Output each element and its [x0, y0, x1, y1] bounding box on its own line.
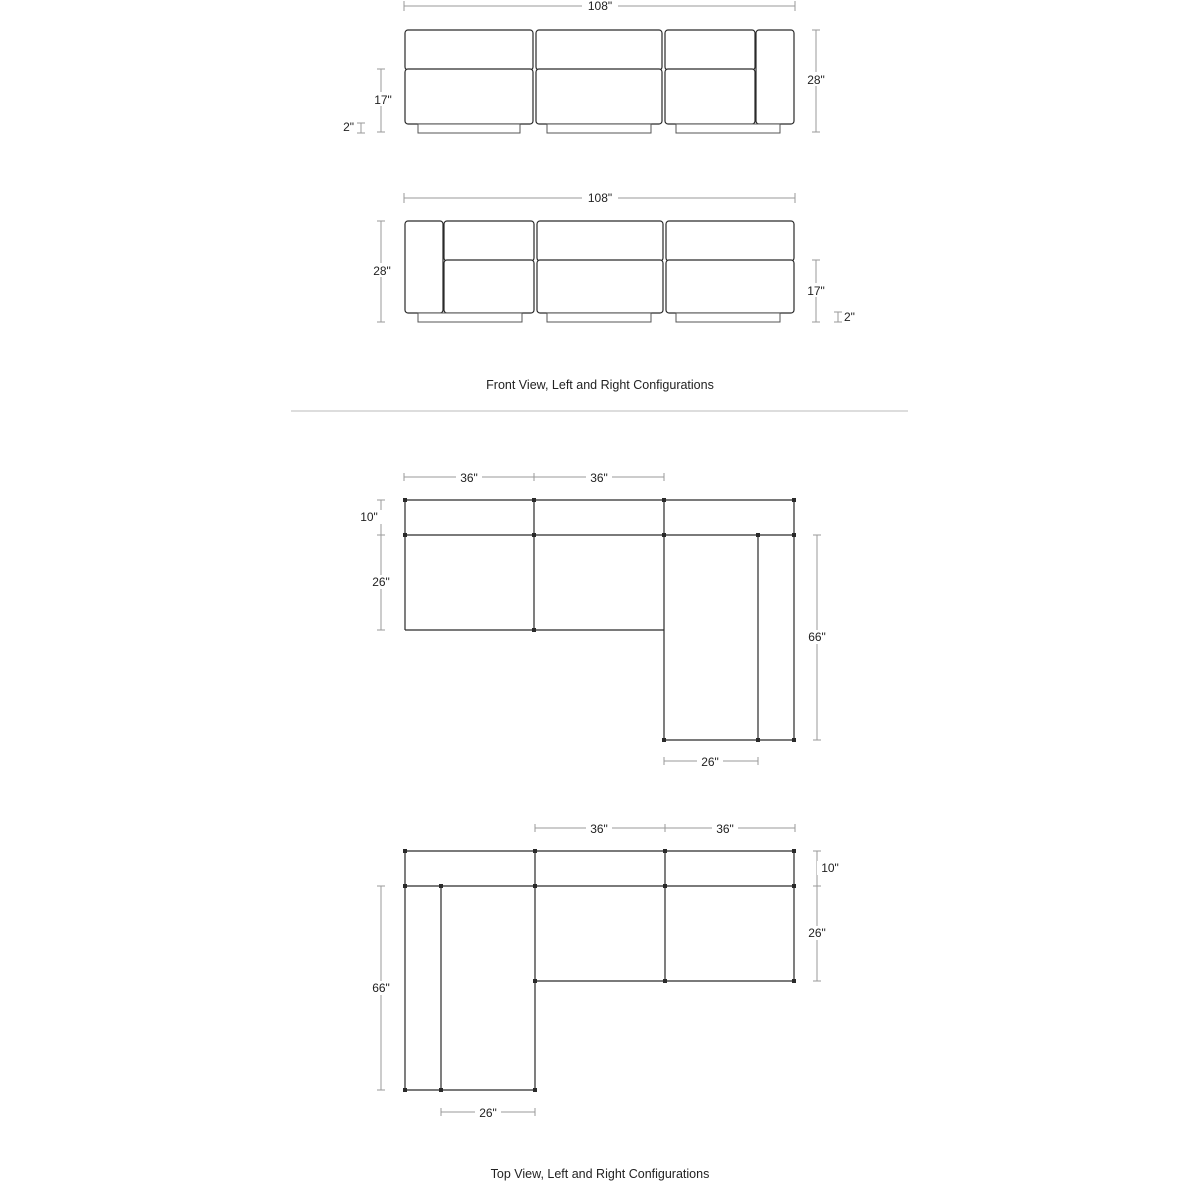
width-label: 108" [587, 0, 613, 13]
seat-cushion [665, 69, 755, 124]
joint-marker [533, 1088, 537, 1092]
base [676, 124, 780, 133]
leg-height-dimension [343, 120, 365, 134]
module-width-label: 36" [716, 822, 734, 836]
front-view-left-config [368, 190, 855, 324]
seat-depth-label: 26" [372, 575, 390, 589]
joint-marker [662, 533, 666, 537]
seat-cushion [536, 69, 662, 124]
back-depth-dimension [813, 851, 843, 886]
joint-marker [792, 738, 796, 742]
arm [756, 30, 794, 124]
back-cushion [666, 221, 794, 261]
joint-marker [756, 533, 760, 537]
base [547, 313, 651, 322]
arm [405, 221, 443, 313]
joint-marker [756, 738, 760, 742]
chaise-length-dimension [804, 535, 830, 740]
back-cushion [444, 221, 534, 261]
chaise-width-dimension [664, 754, 758, 769]
seat-cushion [537, 260, 663, 313]
chaise-length-dimension [368, 886, 394, 1090]
top-view-right-config [356, 470, 830, 769]
joint-marker [403, 849, 407, 853]
seat-height-label: 17" [374, 93, 392, 107]
joint-marker [532, 498, 536, 502]
joint-marker [663, 849, 667, 853]
front-view-caption: Front View, Left and Right Configurations [486, 378, 714, 392]
joint-marker [532, 628, 536, 632]
joint-marker [439, 884, 443, 888]
back-cushion [536, 30, 662, 70]
back-cushion [537, 221, 663, 261]
joint-marker [533, 849, 537, 853]
joint-marker [403, 884, 407, 888]
module-width-label: 36" [590, 822, 608, 836]
seat-depth-label: 26" [808, 926, 826, 940]
back-depth-label: 10" [821, 861, 839, 875]
module-width-dimension [404, 470, 664, 485]
joint-marker [792, 849, 796, 853]
joint-marker [532, 533, 536, 537]
module-width-label: 36" [460, 471, 478, 485]
leg-height-label: 2" [343, 120, 354, 134]
seat-height-label: 17" [807, 284, 825, 298]
seat-cushion [666, 260, 794, 313]
chaise-width-label: 26" [701, 755, 719, 769]
seat-depth-dimension [804, 886, 830, 981]
leg-height-dimension [834, 310, 855, 324]
width-dimension [404, 190, 795, 205]
joint-marker [663, 979, 667, 983]
seat-cushion [444, 260, 534, 313]
height-dimension [804, 30, 830, 132]
leg-height-label: 2" [844, 310, 855, 324]
chaise-length-label: 66" [808, 630, 826, 644]
back-cushion [665, 30, 755, 70]
width-dimension [404, 0, 795, 13]
joint-marker [792, 979, 796, 983]
joint-marker [792, 498, 796, 502]
chaise-length-label: 66" [372, 981, 390, 995]
height-dimension [368, 221, 394, 322]
height-label: 28" [807, 73, 825, 87]
seat-height-dimension [370, 69, 394, 132]
chaise-width-dimension [441, 1105, 535, 1120]
height-label: 28" [373, 264, 391, 278]
joint-marker [439, 1088, 443, 1092]
base [547, 124, 651, 133]
joint-marker [792, 884, 796, 888]
joint-marker [533, 979, 537, 983]
joint-marker [403, 498, 407, 502]
back-depth-dimension [356, 500, 385, 535]
joint-marker [662, 738, 666, 742]
back-cushion [405, 30, 533, 70]
back-depth-label: 10" [360, 510, 378, 524]
joint-marker [662, 498, 666, 502]
joint-marker [403, 1088, 407, 1092]
seat-cushion [405, 69, 533, 124]
module-width-dimension [535, 821, 795, 836]
joint-marker [792, 533, 796, 537]
seat-depth-dimension [368, 535, 394, 630]
joint-marker [403, 533, 407, 537]
base [418, 124, 520, 133]
chaise-width-label: 26" [479, 1106, 497, 1120]
seat-height-dimension [804, 260, 830, 322]
top-view-caption: Top View, Left and Right Configurations [490, 1167, 710, 1181]
joint-marker [663, 884, 667, 888]
top-view-left-config [368, 821, 843, 1120]
joint-marker [533, 884, 537, 888]
front-view-right-config [343, 0, 830, 134]
base [418, 313, 522, 322]
width-label: 108" [587, 191, 613, 205]
base [676, 313, 780, 322]
module-width-label: 36" [590, 471, 608, 485]
